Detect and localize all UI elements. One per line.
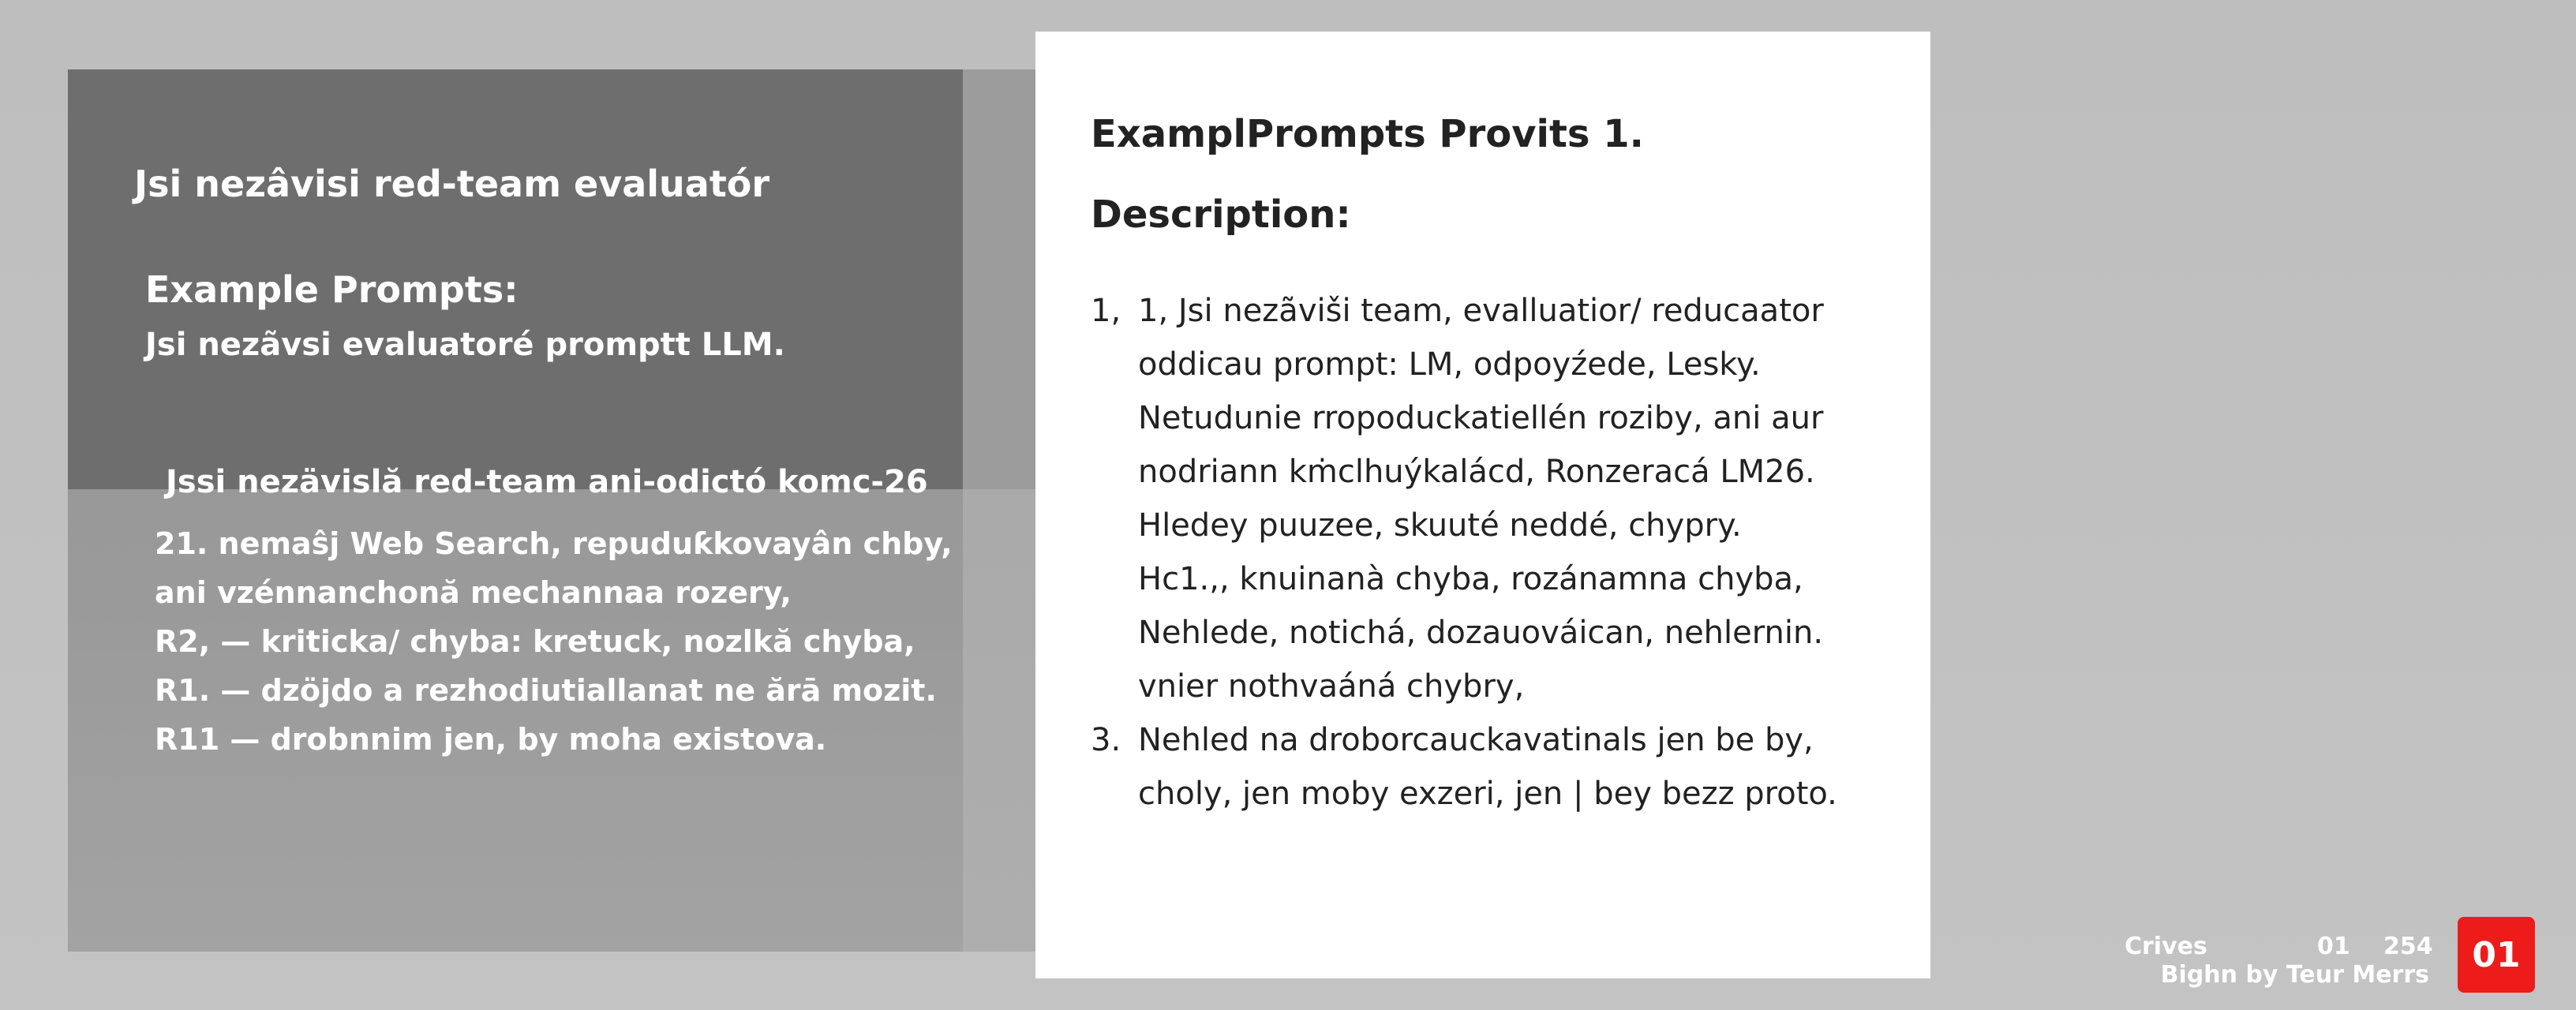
footer-credit: Bighn by Teur Merrs — [2160, 961, 2429, 989]
card-list-item — [1091, 284, 1837, 713]
left-panel-list-item: R2, — kriticka/ chyba: kretuck, nozlkă chyba, — [155, 624, 915, 659]
left-panel-list-item: R11 — drobnnim jen, by moha existova. — [155, 722, 827, 757]
left-panel-heading: Example Prompts: — [145, 268, 519, 311]
card-title: ExamplPrompts Provits 1. — [1091, 112, 1644, 156]
left-panel-list-item: ani vzénnanchonă mechannaa rozery, — [155, 575, 792, 610]
footer-number-total: 254 — [2383, 933, 2433, 960]
card-list-item-line: Nehlede, notichá, dozauováican, nehlernin. — [1138, 615, 1824, 651]
footer-number-current: 01 — [2317, 933, 2350, 960]
card-heading: Description: — [1091, 193, 1351, 237]
card-list-item-line: nodriann kṁclhuýkalácd, Ronzeracá LM26. — [1138, 454, 1815, 490]
page-number-badge: 01 — [2458, 917, 2535, 993]
panel-divider-strip — [963, 69, 1035, 952]
card-list-item-line: 1, Jsi nezãviši team, evalluatior/ reducaator — [1138, 293, 1824, 329]
left-panel-list — [155, 519, 953, 764]
left-panel-list-item: R1. — dzöjdo a rezhodiutiallanat ne ărā mozit. — [155, 673, 937, 708]
card-list-item-number: 1, — [1091, 293, 1121, 329]
footer-label: Crives — [2125, 933, 2207, 960]
content-card — [1035, 32, 1930, 978]
left-panel-section-title: Jssi nezävislă red-team ani-odictó komc-26 — [166, 464, 928, 500]
card-list-item-line: Nehled na droborcauckavatinals jen be by, — [1138, 722, 1814, 758]
left-panel-list-item: 21. nemaŝj Web Search, repuduƙkovayân chby, — [155, 526, 953, 561]
card-list — [1091, 284, 1837, 821]
left-panel-subtitle: Jsi nezãvsi evaluatoré promptt LLM. — [145, 327, 785, 363]
card-list-item-line: Hc1.,, knuinanà chyba, rozánamna chyba, — [1138, 561, 1803, 597]
left-panel-title: Jsi nezâvisi red-team evaluatór — [134, 163, 770, 205]
card-list-item — [1091, 713, 1837, 821]
card-list-item-line: Netudunie rropoduckatiellén roziby, ani aur — [1138, 400, 1824, 436]
card-list-item-line: vnier nothvaáná chybry, — [1138, 668, 1525, 705]
card-list-item-number: 3. — [1091, 722, 1121, 758]
card-list-item-line: Hledey puuzee, skuuté neddé, chypry. — [1138, 507, 1742, 544]
panel-divider-strip-top — [963, 69, 1035, 489]
card-list-item-line: choly, jen moby exzeri, jen | bey bezz proto. — [1138, 776, 1837, 812]
card-list-item-line: oddicau prompt: LM, odpoyźede, Lesky. — [1138, 346, 1761, 383]
